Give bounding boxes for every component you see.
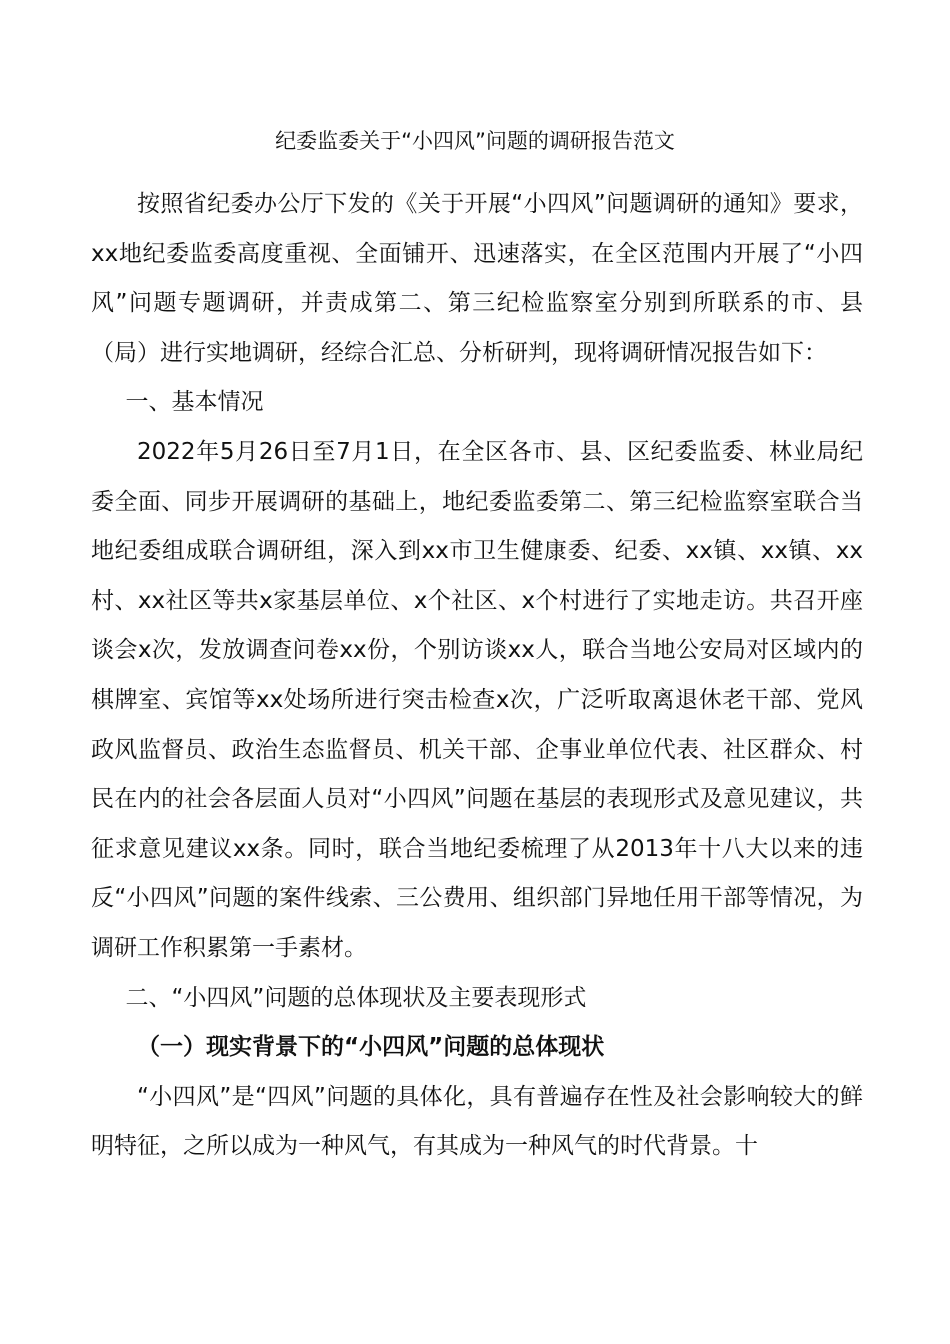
basic-situation-paragraph: 2022年5月26日至7月1日，在全区各市、县、区纪委监委、林业局纪委全面、同步开展调研的基础上，地纪委监委第二、第三纪检监察室联合当地纪委组成联合调研组，深入到xx市卫生健康委、纪委、xx镇、xx镇、xx村、xx社区等共x家基层单位、x个社区、x个村进行了实地走访。共召开座谈会x次，发放调查问卷xx份，个别访谈xx人，联合当地公安局对区域内的棋牌室、宾馆等xx处场所进行突击检查x次，广泛听取离退休老干部、党风政风监督员、政治生态监督员、机关干部、企事业单位代表、社区群众、村民在内的社会各层面人员对“小四风”问题在基层的表现形式及意见建议，共征求意见建议xx条。同时，联合当地纪委梳理了从2013年十八大以来的违反“小四风”问题的案件线索、三公费用、组织部门异地任用干部等情况，为调研工作积累第一手素材。	[91, 438, 863, 961]
document-title: 纪委监委关于“小四风”问题的调研报告范文	[275, 129, 675, 153]
intro-paragraph: 按照省纪委办公厅下发的《关于开展“小四风”问题调研的通知》要求，xx地纪委监委高度重视、全面铺开、迅速落实，在全区范围内开展了“小四风”问题专题调研，并责成第二、第三纪检监察室分别到所联系的市、县（局）进行实地调研，经综合汇总、分析研判，现将调研情况报告如下：	[91, 191, 863, 366]
section-heading-basic-situation: 一、基本情况	[125, 389, 264, 416]
document-body	[91, 180, 863, 1172]
subsection-heading-current-status: （一）现实背景下的“小四风”问题的总体现状	[137, 1034, 605, 1061]
overall-status-paragraph: “小四风”是“四风”问题的具体化，具有普遍存在性及社会影响较大的鲜明特征，之所以成为一种风气，有其成为一种风气的时代背景。十	[91, 1083, 863, 1160]
section-heading-overall-status: 二、“小四风”问题的总体现状及主要表现形式	[125, 984, 587, 1011]
